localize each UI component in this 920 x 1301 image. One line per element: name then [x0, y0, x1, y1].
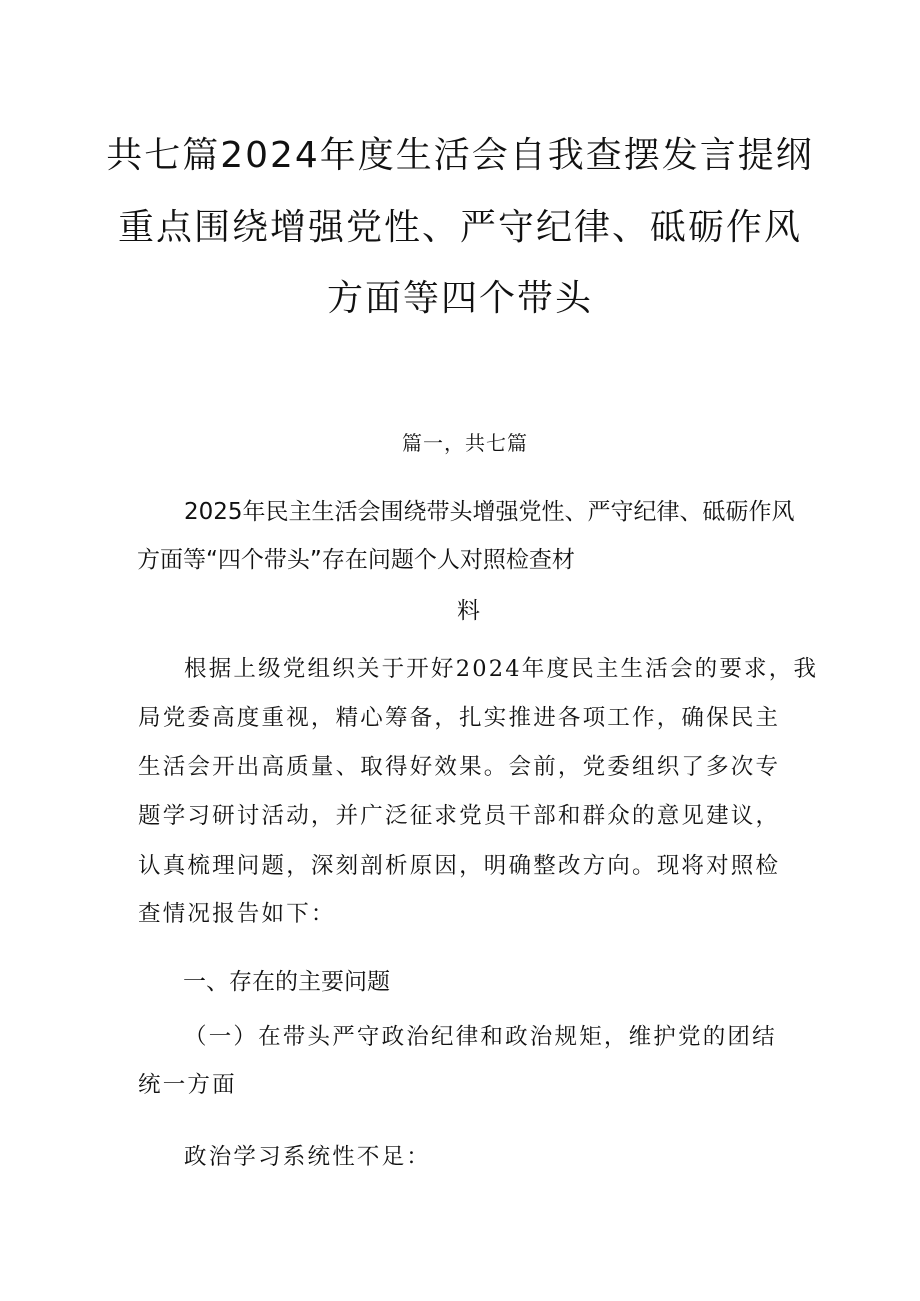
- subsection-heading-line-2: 统一方面: [138, 1072, 237, 1098]
- item-heading: 政治学习系统性不足：: [184, 1144, 432, 1170]
- body-paragraph-line: 生活会开出高质量、取得好效果。会前，党委组织了多次专: [138, 754, 781, 780]
- section-heading: 一、存在的主要问题: [183, 969, 390, 995]
- body-paragraph-line: 查情况报告如下：: [138, 901, 336, 927]
- chapter-label: 篇一，共七篇: [402, 431, 528, 455]
- subtitle-line-3: 料: [457, 598, 480, 624]
- subtitle-line-1: 2025年民主生活会围绕带头增强党性、严守纪律、砥砺作风: [184, 499, 795, 525]
- document-title-line-3: 方面等四个带头: [326, 278, 593, 319]
- body-paragraph-line: 认真梳理问题，深刻剖析原因，明确整改方向。现将对照检: [138, 853, 781, 879]
- body-paragraph-line: 题学习研讨活动，并广泛征求党员干部和群众的意见建议，: [138, 803, 781, 829]
- subsection-heading-line-1: （一）在带头严守政治纪律和政治规矩，维护党的团结: [184, 1024, 777, 1050]
- document-title-line-2: 重点围绕增强党性、严守纪律、砥砺作风: [117, 207, 802, 248]
- document-title-line-1: 共七篇2024年度生活会自我查摆发言提纲: [106, 135, 814, 176]
- subtitle-line-2: 方面等“四个带头”存在问题个人对照检查材: [137, 547, 575, 573]
- body-paragraph-line: 局党委高度重视，精心筹备，扎实推进各项工作，确保民主: [138, 705, 781, 731]
- body-paragraph-line: 根据上级党组织关于开好2024年度民主生活会的要求，我: [184, 656, 819, 682]
